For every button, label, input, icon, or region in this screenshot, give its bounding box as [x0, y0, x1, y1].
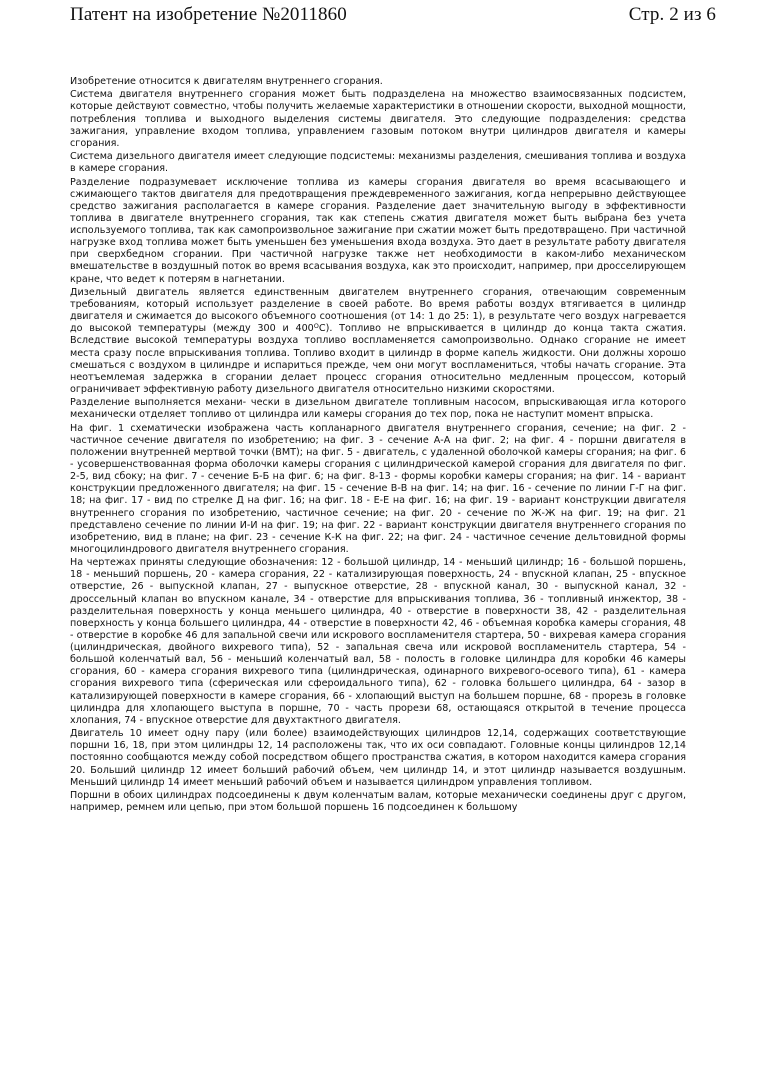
paragraph-designations: На чертежах приняты следующие обозначения: 12 - большой цилиндр, 14 - меньший цилиндр; 16 - большой поршень, 18 - меньший поршень, 20 - камера сгорания, 22 - катализирующая поверхность, 24 - впускной клапан, 25 - впускное отверстие, 26 - выпускной клапан, 27 - выпускное отверстие, 28 - впускной канал, 30 - выпускной канал, 32 - дроссельный клапан во впускном канале, 34 - отверстие для впрыскивания топлива, 36 - топливный инжектор, 38 - разделительная поверхность у конца меньшего цилиндра, 40 - отверстие в поверхности 38, 42 - разделительная поверхность у конца большего цилиндра, 44 - отверстие в поверхности 42, 46 - объемная коробка камеры сгорания, 48 - отверстие в коробке 46 для запальной свечи или искрового воспламенителя стартера, 50 - вихревая камера сгорания (цилиндрическая, двойного вихревого типа), 52 - запальная свеча или искровой воспламенитель стартера, 54 - большой коленчатый вал, 56 - меньший коленчатый вал, 58 - полость в головке цилиндра для коробки 46 камеры сгорания, 60 - камера сгорания вихревого типа (цилиндрическая, одинарного вихревого-осевого типа), 61 - камера сгорания вихревого типа (сферическая или сфероидального типа), 62 - головка большего цилиндра, 64 - зазор в катализирующей поверхности в камере сгорания, 66 - хлопающий выступ на большем поршне, 68 - прорезь в головке цилиндра для хлопающего выступа в поршне, 70 - часть прорези 68, остающаяся открытой в течение процесса хлопания, 74 - впускное отверстие для двухтактного двигателя.	[70, 557, 686, 726]
degree-sign: O	[313, 322, 319, 331]
patent-title: Патент на изобретение №2011860	[70, 4, 347, 25]
paragraph-diesel-engine: Дизельный двигатель является единственным двигателем внутреннего сгорания, отвечающим современным требованиям, который использует разделение в своей работе. Во время работы воздух втягивается в цилиндр двигателя и сжимается до высокого объемного соотношения (от 14: 1 до 25: 1), в результате чего воздух нагревается до высокой температуры (между 300 и $400^OС$). Топливо не впрыскивается в цилиндр до конца такта сжатия. Вследствие высокой температуры воздуха топливо воспламеняется самопроизвольно. Однако сгорание не имеет места сразу после впрыскивания топлива. Топливо входит в цилиндр в форме капель жидкости. Они должны хорошо смешаться с воздухом в цилиндре и испариться прежде, чем они могут воспламениться, чтобы начать сгорание. Эта неотъемлемая задержка в сгорании делает процесс сгорания относительно медленным процессом, который ограничивает эффективную работу дизельного двигателя относительно низкими скоростями.	[70, 286, 686, 395]
paragraph-mechanical-separation: Разделение выполняется механи- чески в дизельном двигателе топливным насосом, впрыскивающая игла которого механически отделяет топливо от цилиндра или камеры сгорания до тех пор, пока не наступит момент впрыска.	[70, 397, 686, 421]
page-header	[70, 4, 716, 26]
paragraph-engine-10: Двигатель 10 имеет одну пару (или более) взаимодействующих цилиндров 12,14, содержащих соответствующие поршни 16, 18, при этом цилиндры 12, 14 расположены так, что их оси совпадают. Головные концы цилиндров 12,14 постоянно сообщаются между собой посредством общего пространства сжатия, в котором находится камера сгорания 20. Больший цилиндр 12 имеет больший рабочий объем, чем цилиндр 14, и этот цилиндр называется воздушным. Меньший цилиндр 14 имеет меньший рабочий объем и называется цилиндром управления топливом.	[70, 728, 686, 788]
document-body	[70, 76, 686, 815]
paragraph-separation: Разделение подразумевает исключение топлива из камеры сгорания двигателя во время всасывающего и сжимающего тактов двигателя для предотвращения преждевременного зажигания, когда непрерывно действующее средство зажигания располагается в камере сгорания. Разделение дает значительную выгоду в эффективности топлива в двигателе внутреннего сгорания, так как степень сжатия двигателя может быть выбрана без учета используемого топлива, так как самопроизвольное зажигание при сжатии может быть предотвращено. При частичной нагрузке вход топлива может быть уменьшен без уменьшения входа воздуха. Это дает в результате работу двигателя при сверхбедном сгорании. При частичной нагрузке также нет необходимости в каком-либо механическом вмешательстве в воздушный поток во время всасывания воздуха, как это происходит, например, при дросселирующем кране, что ведет к потерям в нагнетании.	[70, 176, 686, 285]
paragraph-subsystems: Система двигателя внутреннего сгорания может быть подразделена на множество взаимосвязанных подсистем, которые действуют совместно, чтобы получить желаемые характеристики в отношении скорости, выходной мощности, потребления топлива и выходного выделения системы двигателя. Это следующие подразделения: средства зажигания, управление входом топлива, управлением газовым потоком внутри цилиндров двигателя и камеры сгорания.	[70, 89, 686, 149]
paragraph-intro: Изобретение относится к двигателям внутреннего сгорания.	[70, 76, 383, 87]
paragraph-pistons: Поршни в обоих цилиндрах подсоединены к двум коленчатым валам, которые механически соединены друг с другом, например, ремнем или цепью, при этом большой поршень 16 подсоединен к большому	[70, 789, 686, 814]
paragraph-diesel-subsystems: Система дизельного двигателя имеет следующие подсистемы: механизмы разделения, смешивания топлива и воздуха в камере сгорания.	[70, 151, 686, 175]
page-number: Стр. 2 из 6	[628, 4, 716, 25]
paragraph-figures: На фиг. 1 схематически изображена часть копланарного двигателя внутреннего сгорания, сечение; на фиг. 2 - частичное сечение двигателя по изобретению; на фиг. 3 - сечение А-А на фиг. 2; на фиг. 4 - поршни двигателя в положении внутренней мертвой точки (ВМТ); на фиг. 5 - двигатель, с удаленной оболочкой камеры сгорания; на фиг. 6 - усовершенствованная форма оболочки камеры сгорания с цилиндрической камерой сгорания для двигателя по фиг. 2-5, вид сбоку; на фиг. 7 - сечение Б-Б на фиг. 6; на фиг. 8-13 - формы коробки камеры сгорания; на фиг. 14 - вариант конструкции предложенного двигателя; на фиг. 15 - сечение В-В на фиг. 14; на фиг. 16 - сечение по линии Г-Г на фиг. 18; на фиг. 17 - вид по стрелке Д на фиг. 16; на фиг. 18 - Е-Е на фиг. 16; на фиг. 19 - вариант конструкции двигателя внутреннего сгорания по изобретению, частичное сечение; на фиг. 20 - сечение по Ж-Ж на фиг. 19; на фиг. 21 представлено сечение по линии И-И на фиг. 19; на фиг. 22 - вариант конструкции двигателя внутреннего сгорания по изобретению, вид в плане; на фиг. 23 - сечение К-К на фиг. 22; на фиг. 24 - частичное сечение дельтовидной формы многоцилиндрового двигателя внутреннего сгорания.	[70, 422, 686, 555]
